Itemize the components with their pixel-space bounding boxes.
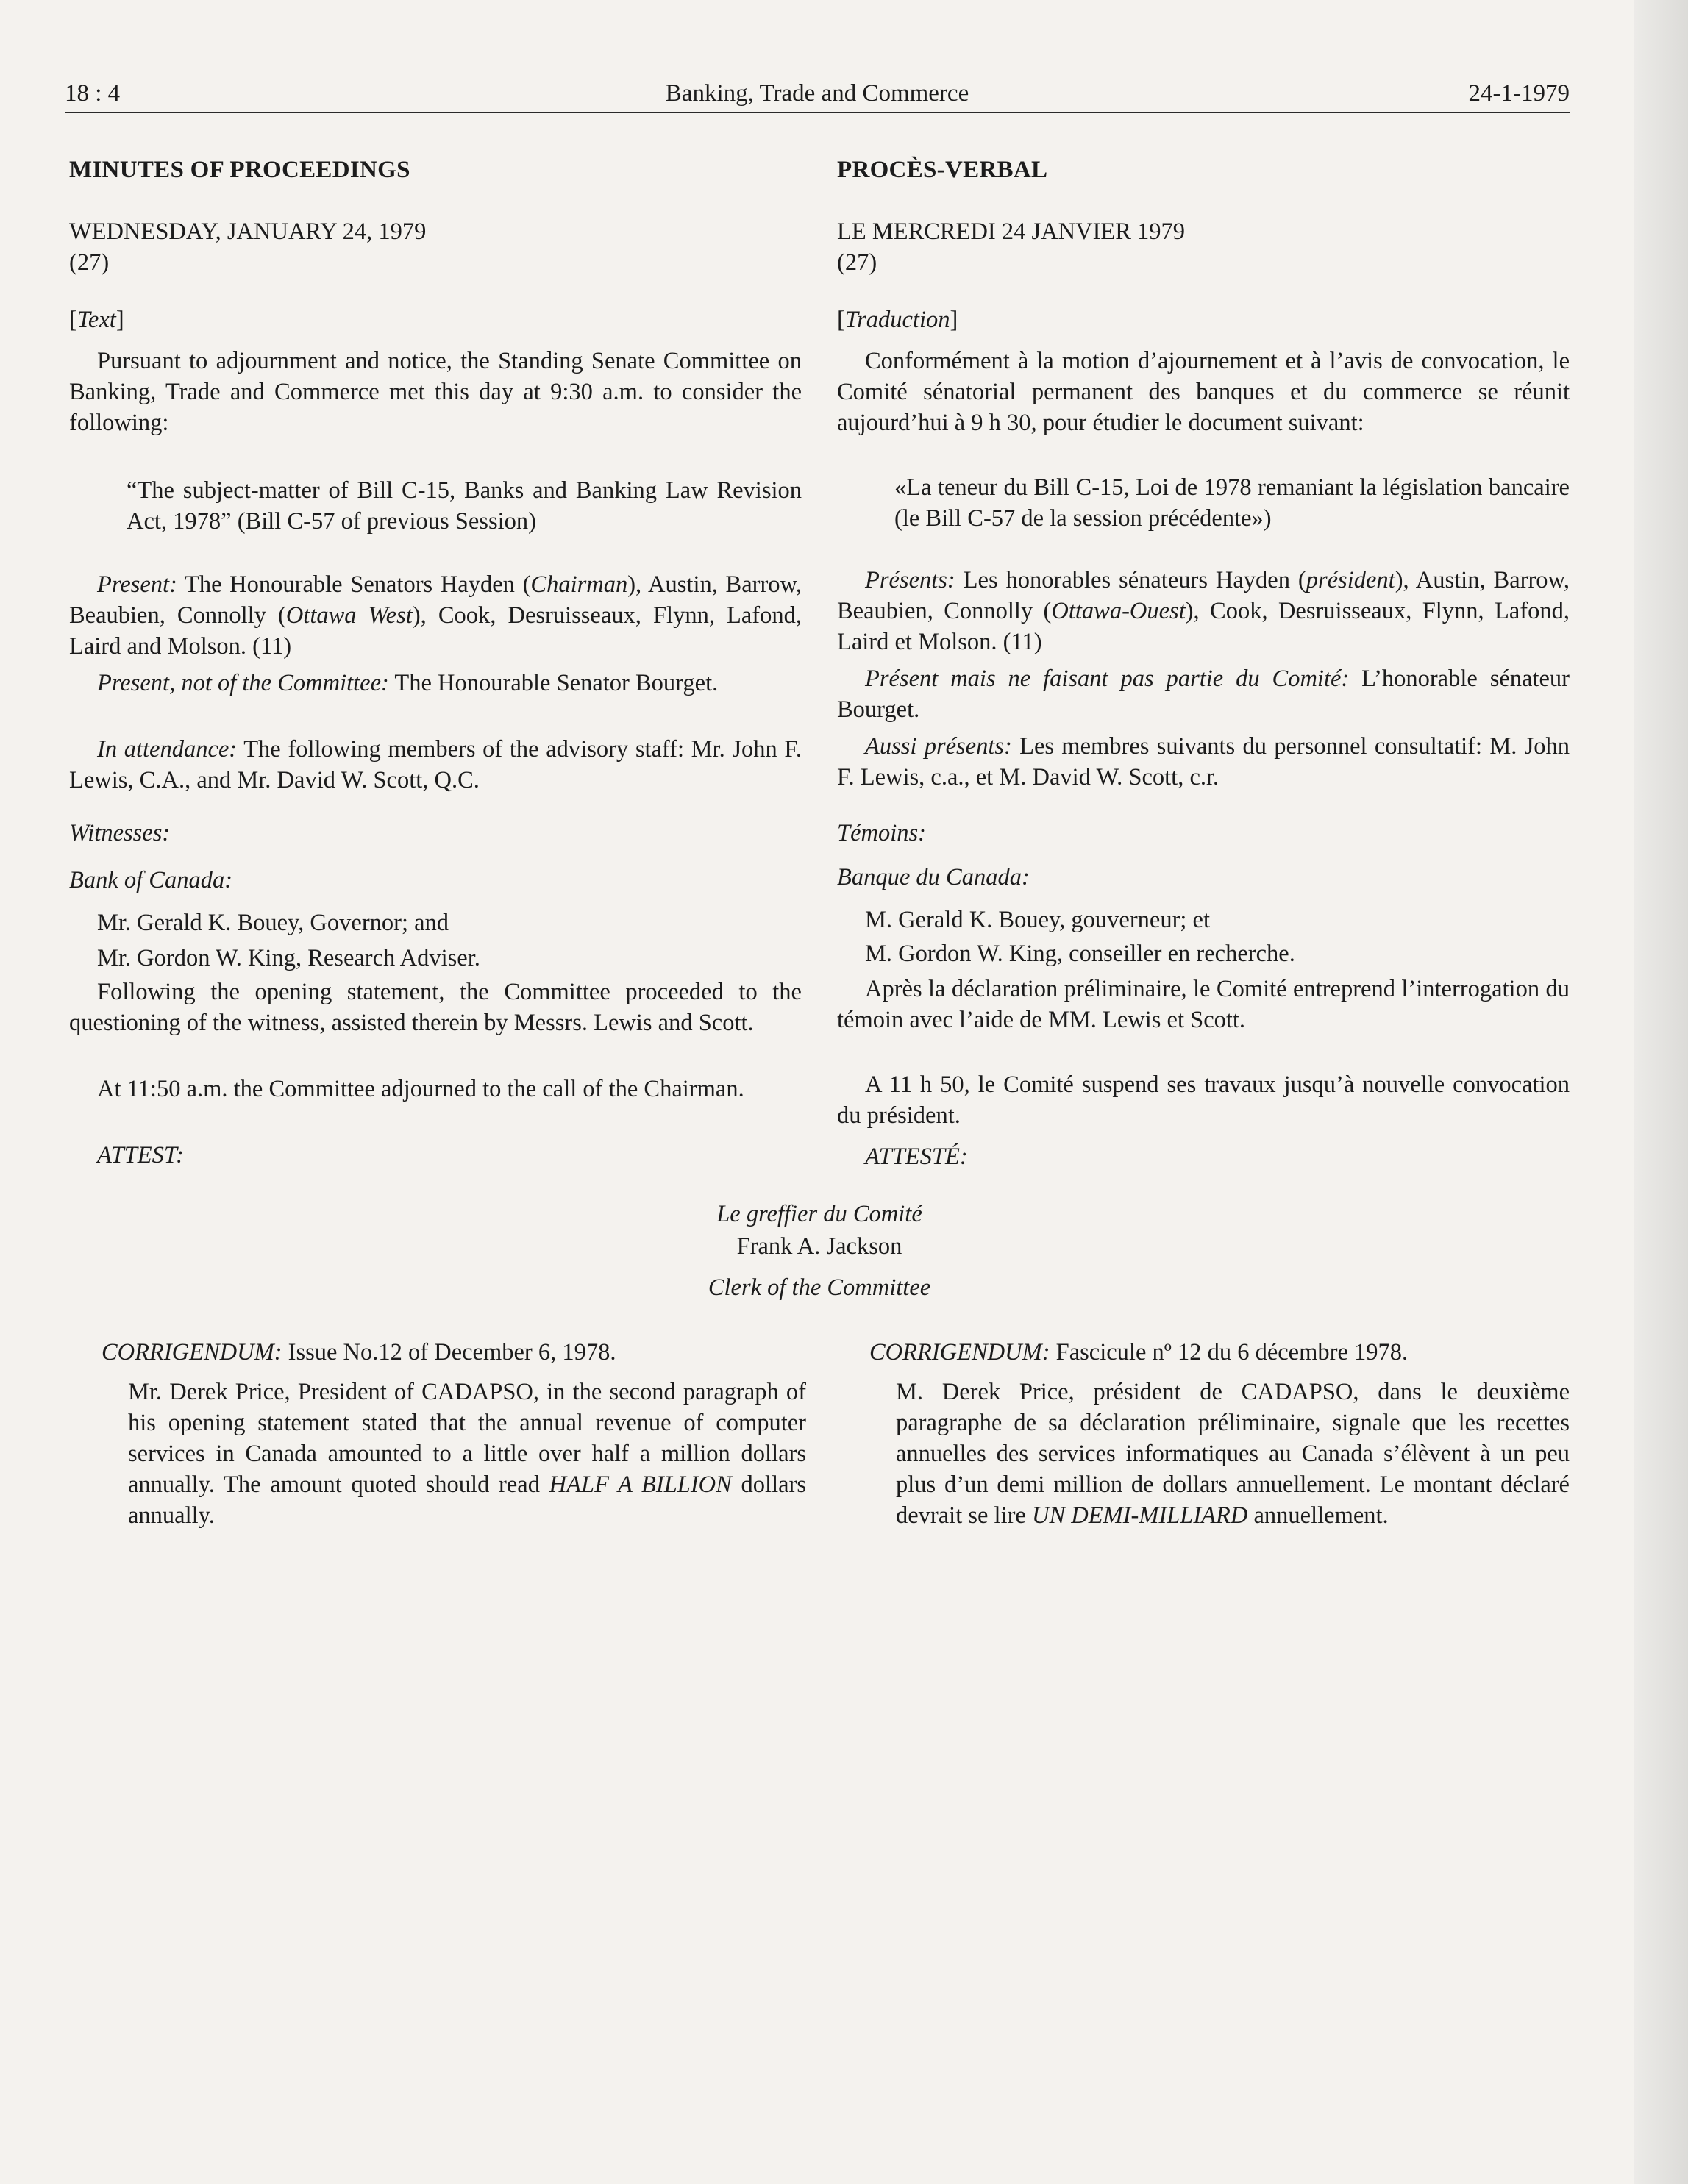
corrigendum-heading-fr: CORRIGENDUM: Fascicule nº 12 du 6 décembre 1978.	[869, 1339, 1409, 1366]
banque-label: Banque du Canada:	[837, 864, 1030, 891]
attest-label: ATTEST:	[97, 1142, 185, 1168]
corrigendum-body: Mr. Derek Price, President of CADAPSO, in the second paragraph of his opening statement stated that the annual revenue of computer services in Canada amounted to a little over half a million dollars annually. The amount quoted should read HALF A BILLION dollars annually.	[128, 1379, 806, 1529]
clerk-name: Frank A. Jackson	[736, 1233, 902, 1260]
greffier-title: Le greffier du Comité	[716, 1201, 922, 1227]
text-label: [Text]	[69, 307, 124, 333]
proces-verbal-heading: PROCÈS-VERBAL	[837, 157, 1048, 183]
page-edge-shadow	[1634, 0, 1688, 2184]
attendance-paragraph: In attendance: The following members of the advisory staff: Mr. John F. Lewis, C.A., and Mr. David W. Scott, Q.C.	[69, 736, 802, 793]
minutes-heading: MINUTES OF PROCEEDINGS	[69, 157, 410, 183]
attest-label-fr: ATTESTÉ:	[865, 1143, 968, 1170]
adjourned-paragraph: At 11:50 a.m. the Committee adjourned to the call of the Chairman.	[97, 1076, 744, 1102]
meeting-date-fr: LE MERCREDI 24 JANVIER 1979	[837, 218, 1186, 245]
header-rule	[65, 112, 1570, 113]
page-number: 18 : 4	[65, 80, 121, 107]
bill-quote: “The subject-matter of Bill C-15, Banks and Banking Law Revision Act, 1978” (Bill C-57 of previous Session)	[127, 477, 802, 535]
meeting-date: WEDNESDAY, JANUARY 24, 1979	[69, 218, 427, 245]
bill-quote-fr: «La teneur du Bill C-15, Loi de 1978 remaniant la législation bancaire (le Bill C-57 de la session précédente»)	[894, 474, 1570, 532]
following-paragraph: Following the opening statement, the Committee proceeded to the questioning of the witness, assisted therein by Messrs. Lewis and Scott.	[69, 979, 802, 1036]
witness-adviser: Mr. Gordon W. King, Research Adviser.	[97, 945, 480, 971]
bank-label: Bank of Canada:	[69, 867, 233, 893]
translation-label: [Traduction]	[837, 307, 958, 333]
header-date: 24-1-1979	[1468, 80, 1570, 107]
following-paragraph-fr: Après la déclaration préliminaire, le Comité entreprend l’interrogation du témoin avec l’aide de MM. Lewis et Scott.	[837, 976, 1570, 1033]
page-header	[65, 76, 1570, 110]
intro-paragraph-fr: Conformément à la motion d’ajournement et à l’avis de convocation, le Comité sénatorial permanent des banques et du commerce se réunit aujourd’hui à 9 h 30, pour étudier le document suivant:	[837, 348, 1570, 436]
witness-governor-fr: M. Gerald K. Bouey, gouverneur; et	[865, 907, 1211, 933]
witness-governor: Mr. Gerald K. Bouey, Governor; and	[97, 910, 449, 936]
adjourned-paragraph-fr: A 11 h 50, le Comité suspend ses travaux jusqu’à nouvelle convocation du président.	[837, 1071, 1570, 1129]
intro-paragraph: Pursuant to adjournment and notice, the Standing Senate Committee on Banking, Trade and Commerce met this day at 9:30 a.m. to consider the following:	[69, 348, 802, 436]
meeting-number-fr: (27)	[837, 249, 877, 276]
attendance-paragraph-fr: Aussi présents: Les membres suivants du personnel consultatif: M. John F. Lewis, c.a., et M. David W. Scott, c.r.	[837, 733, 1570, 791]
clerk-title: Clerk of the Committee	[708, 1274, 931, 1301]
present-not-paragraph-fr: Présent mais ne faisant pas partie du Comité: L’honorable sénateur Bourget.	[837, 665, 1570, 723]
temoins-label: Témoins:	[837, 820, 926, 846]
corrigendum-body-fr: M. Derek Price, président de CADAPSO, dans le deuxième paragraphe de sa déclaration préliminaire, signale que les recettes annuelles des services informatiques au Canada s’élèvent à un peu plus d’un demi million de dollars annuellement. Le montant déclaré devrait se lire UN DEMI-MILLIARD annuellement.	[896, 1379, 1570, 1529]
witness-adviser-fr: M. Gordon W. King, conseiller en recherche.	[865, 941, 1295, 967]
running-title: Banking, Trade and Commerce	[665, 80, 969, 107]
present-not-paragraph: Present, not of the Committee: The Honourable Senator Bourget.	[97, 670, 719, 696]
meeting-number: (27)	[69, 249, 110, 276]
corrigendum-heading: CORRIGENDUM: Issue No.12 of December 6, 1978.	[102, 1339, 616, 1366]
present-paragraph: Present: The Honourable Senators Hayden (Chairman), Austin, Barrow, Beaubien, Connolly (Ottawa West), Cook, Desruisseaux, Flynn, Lafond, Laird and Molson. (11)	[69, 571, 802, 660]
witnesses-label: Witnesses:	[69, 820, 171, 846]
present-paragraph-fr: Présents: Les honorables sénateurs Hayden (président), Austin, Barrow, Beaubien, Connolly (Ottawa-Ouest), Cook, Desruisseaux, Flynn, Lafond, Laird et Molson. (11)	[837, 567, 1570, 655]
